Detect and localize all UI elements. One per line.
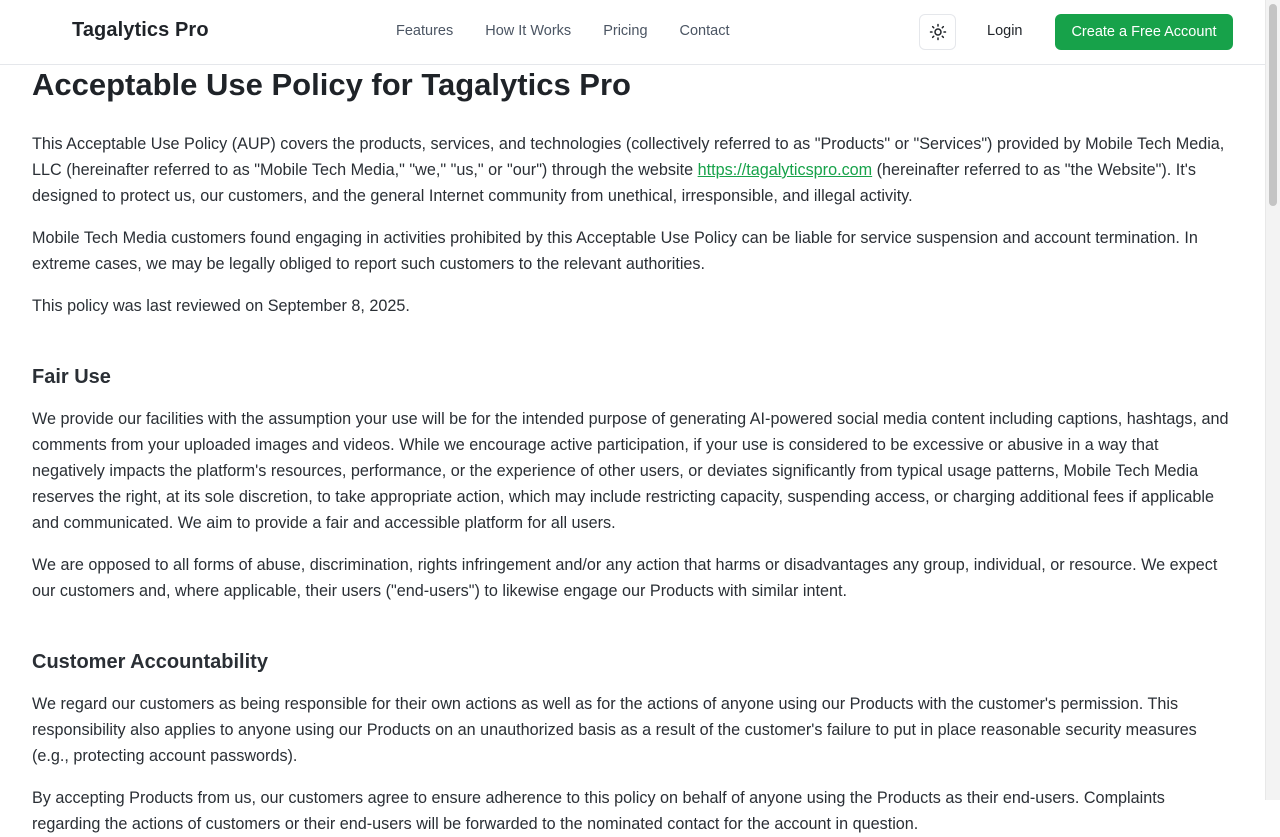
nav-how-it-works[interactable]: How It Works (485, 23, 572, 39)
section-heading-fair-use: Fair Use (32, 366, 111, 388)
last-reviewed-text: This policy was last reviewed on September 8, 2025. (32, 297, 410, 315)
suspension-paragraph: Mobile Tech Media customers found engaging in activities prohibited by this Acceptable Use Policy can be liable for service suspension and account termination. In extreme cases, we may be legally obliged to report such customers to the relevant authorities. (32, 229, 1198, 273)
page-title: Acceptable Use Policy for Tagalytics Pro (32, 67, 631, 102)
fair-use-paragraph-2: We are opposed to all forms of abuse, discrimination, rights infringement and/or any action that harms or disadvantages any group, individual, or resource. We expect our customers and, where applicable, their users ("end-users") to likewise engage our Products with similar intent. (32, 556, 1218, 600)
main-nav (396, 23, 762, 39)
accountability-paragraph-2: By accepting Products from us, our customers agree to ensure adherence to this policy on behalf of anyone using the Products as their end-users. Complaints regarding the actions of customers or their end-users will be forwarded to the nominated contact for the account in question. (32, 789, 1165, 833)
create-account-button[interactable]: Create a Free Account (1055, 14, 1233, 50)
intro-text-start: This Acceptable Use Policy (AUP) covers the products, services, and technologies (collectively referred to as "Products" or "Services") provided by Mobile Tech Media, LLC (hereinafter referred to as "Mobile Tech Media," "we," "us," or "our") through the website (32, 135, 1225, 179)
fair-use-paragraph-1: We provide our facilities with the assumption your use will be for the intended purpose of generating AI-powered social media content including captions, hashtags, and comments from your uploaded images and videos. While we encourage active participation, if your use is considered to be excessive or abusive in a way that negatively impacts the platform's resources, performance, or the experience of other users, or deviates significantly from typical usage patterns, Mobile Tech Media reserves the right, at its sole discretion, to take appropriate action, which may include restricting capacity, suspending access, or charging additional fees if applicable and communicated. We aim to provide a fair and accessible platform for all users. (32, 410, 1229, 532)
theme-toggle-button[interactable] (919, 14, 956, 50)
policy-content (32, 64, 1232, 837)
login-link[interactable]: Login (987, 23, 1023, 39)
nav-features[interactable]: Features (396, 23, 454, 39)
nav-contact[interactable]: Contact (679, 23, 730, 39)
nav-pricing[interactable]: Pricing (603, 23, 648, 39)
brand-logo[interactable]: Tagalytics Pro (72, 19, 209, 41)
intro-paragraph (32, 131, 1232, 209)
accountability-paragraph-1: We regard our customers as being responsible for their own actions as well as for the actions of anyone using our Products with the customer's permission. This responsibility also applies to anyone using our Products on an unauthorized basis as a result of the customer's failure to put in place reasonable security measures (e.g., protecting account passwords). (32, 695, 1197, 765)
website-link[interactable]: https://tagalyticspro.com (697, 161, 873, 179)
intro-text-end: (hereinafter referred to as "the Website"). It's designed to protect us, our customers, and the general Internet community from unethical, irresponsible, and illegal activity. (32, 161, 1196, 205)
sun-icon (929, 23, 947, 41)
fair-use-section (32, 363, 1232, 604)
page-scrollbar[interactable] (1265, 0, 1280, 800)
scrollbar-thumb[interactable] (1269, 4, 1277, 206)
customer-accountability-section (32, 648, 1232, 837)
site-header (0, 0, 1265, 65)
section-heading-customer-accountability: Customer Accountability (32, 651, 268, 673)
